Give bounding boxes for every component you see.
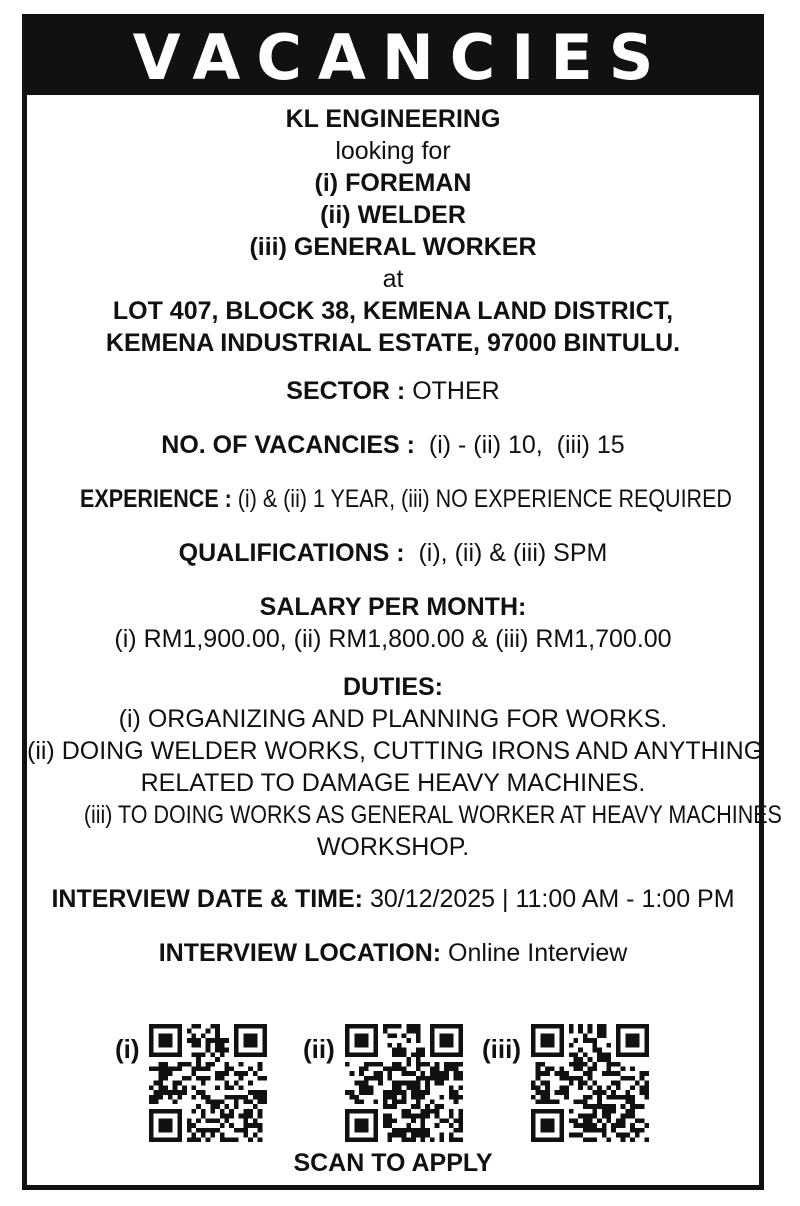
salary-label: SALARY PER MONTH: [259, 593, 527, 621]
duty-line: WORKSHOP. [316, 833, 470, 861]
duty-line: (i) ORGANIZING AND PLANNING FOR WORKS. [118, 705, 668, 733]
experience-label: EXPERIENCE : [80, 485, 232, 513]
looking-for-text: looking for [335, 137, 451, 165]
vacancies-label: NO. OF VACANCIES : [161, 431, 415, 459]
vacancies-value: (i) - (ii) 10, (iii) 15 [414, 431, 625, 459]
qr-label: (ii) [303, 1034, 335, 1064]
qualifications-label: QUALIFICATIONS : [178, 539, 405, 567]
salary-value: (i) RM1,900.00, (ii) RM1,800.00 & (iii) RM1,700.00 [114, 625, 672, 653]
interview-time-row [27, 883, 759, 915]
ad-body [27, 103, 782, 969]
company-name: KL ENGINEERING [285, 105, 501, 133]
duties-label: DUTIES: [343, 673, 443, 701]
interview-time-label: INTERVIEW DATE & TIME: [51, 885, 364, 913]
experience-value: (i) & (ii) 1 YEAR, (iii) NO EXPERIENCE REQUIRED [231, 485, 732, 513]
vacancy-ad [22, 14, 782, 1190]
page-title: VACANCIES [27, 19, 759, 95]
sector-label: SECTOR : [286, 377, 406, 405]
sector-value: OTHER [405, 377, 500, 405]
qualifications-value: (i), (ii) & (iii) SPM [404, 539, 608, 567]
address-line: LOT 407, BLOCK 38, KEMENA LAND DISTRICT, [112, 297, 674, 325]
duty-line: RELATED TO DAMAGE HEAVY MACHINES. [140, 769, 646, 797]
duty-line: (ii) DOING WELDER WORKS, CUTTING IRONS AND ANYTHING [27, 737, 764, 765]
qr-code-icon[interactable] [345, 1024, 463, 1142]
interview-location-label: INTERVIEW LOCATION: [158, 939, 442, 967]
duty-line [27, 799, 782, 831]
interview-time-value: 30/12/2025 | 11:00 AM - 1:00 PM [363, 885, 735, 913]
address-line: KEMENA INDUSTRIAL ESTATE, 97000 BINTULU. [105, 329, 681, 357]
interview-location-value: Online Interview [441, 939, 628, 967]
duty-line-text: (iii) TO DOING WORKS AS GENERAL WORKER AT HEAVY MACHINES [83, 801, 782, 829]
scan-to-apply-text: SCAN TO APPLY [293, 1149, 493, 1177]
sector-row [27, 375, 759, 407]
position-item: (iii) GENERAL WORKER [249, 233, 537, 261]
at-text: at [382, 265, 404, 293]
qr-code-icon[interactable] [531, 1024, 649, 1142]
qr-code-icon[interactable] [149, 1024, 267, 1142]
vacancies-row [27, 429, 759, 461]
interview-location-row [27, 937, 759, 969]
qualifications-row [27, 537, 759, 569]
qr-label: (iii) [482, 1034, 521, 1064]
qr-label: (i) [115, 1034, 140, 1064]
position-item: (i) FOREMAN [314, 169, 472, 197]
qr-code-row [27, 1024, 759, 1144]
position-item: (ii) WELDER [320, 201, 466, 229]
experience-row [27, 483, 759, 515]
